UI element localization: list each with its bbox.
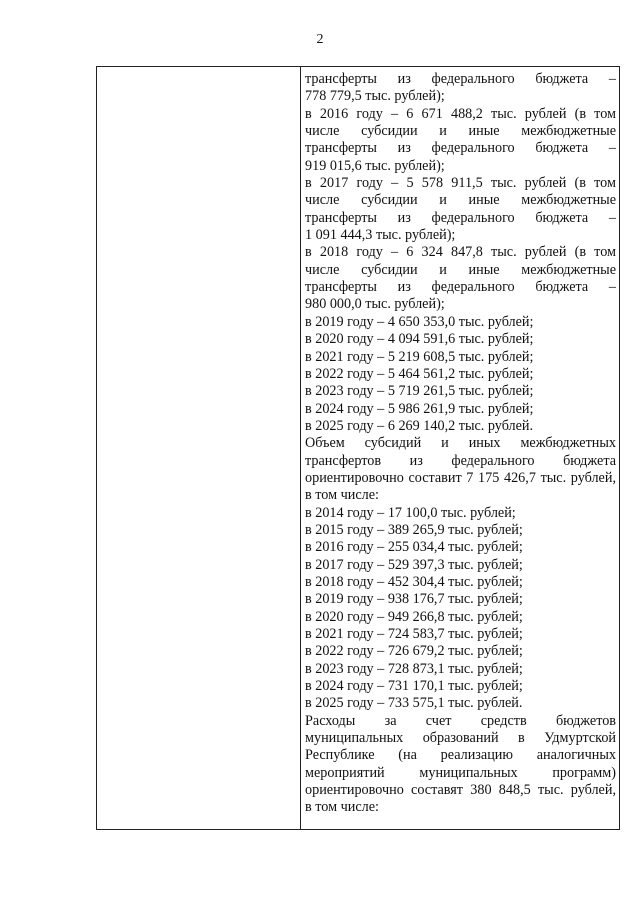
text-line: ориентировочно составит 7 175 426,7 тыс. рублей, [305, 469, 616, 486]
text-line: в том числе: [305, 487, 379, 504]
text-line: в 2018 году – 6 324 847,8 тыс. рублей (в том [305, 244, 616, 261]
text-line: в 2021 году – 5 219 608,5 тыс. рублей; [305, 348, 534, 365]
text-line: в 2020 году – 949 266,8 тыс. рублей; [305, 608, 523, 625]
text-line: числе субсидии и иные межбюджетные [305, 192, 616, 209]
text-line: в 2024 году – 5 986 261,9 тыс. рублей; [305, 400, 534, 417]
text-line: в 2021 году – 724 583,7 тыс. рублей; [305, 626, 523, 642]
text-line: 980 000,0 тыс. рублей); [305, 296, 445, 313]
text-line: в 2025 году – 6 269 140,2 тыс. рублей. [305, 417, 534, 434]
text-line: трансферты из федерального бюджета – [305, 279, 616, 296]
text-line: в 2023 году – 728 873,1 тыс. рублей; [305, 660, 523, 677]
text-line: в 2017 году – 5 578 911,5 тыс. рублей (в том [305, 175, 616, 192]
text-line: в 2018 году – 452 304,4 тыс. рублей; [305, 573, 523, 590]
text-line: в 2023 году – 5 719 261,5 тыс. рублей; [305, 383, 534, 400]
text-line: Республике (на реализацию аналогичных [305, 747, 616, 764]
text-line: в 2022 году – 726 679,2 тыс. рублей; [305, 643, 523, 660]
text-line: 778 779,5 тыс. рублей); [305, 88, 445, 105]
document-table [96, 66, 620, 830]
text-line: в 2019 году – 4 650 353,0 тыс. рублей; [305, 313, 534, 330]
table-right-cell [305, 71, 616, 817]
text-line: числе субсидии и иные межбюджетные [305, 123, 616, 140]
text-line: в 2020 году – 4 094 591,6 тыс. рублей; [305, 331, 534, 348]
text-line: трансфертов из федерального бюджета [305, 452, 616, 469]
text-line: в 2015 году – 389 265,9 тыс. рублей; [305, 521, 523, 538]
text-line: трансферты из федерального бюджета – [305, 209, 616, 226]
table-left-cell [97, 67, 301, 829]
text-line: Расходы за счет средств бюджетов [305, 712, 616, 729]
text-line: 1 091 444,3 тыс. рублей); [305, 227, 456, 244]
text-line: трансферты из федерального бюджета – [305, 140, 616, 157]
text-line: в 2019 году – 938 176,7 тыс. рублей; [305, 591, 523, 608]
text-line: в 2017 году – 529 397,3 тыс. рублей; [305, 556, 523, 573]
text-line: в 2016 году – 255 034,4 тыс. рублей; [305, 539, 523, 556]
text-line: в том числе: [305, 799, 379, 816]
text-line: мероприятий муниципальных программ) [305, 764, 616, 781]
text-line: числе субсидии и иные межбюджетные [305, 261, 616, 278]
text-line: в 2016 году – 6 671 488,2 тыс. рублей (в том [305, 105, 616, 122]
text-line: в 2025 году – 733 575,1 тыс. рублей. [305, 695, 523, 712]
text-line: муниципальных образований в Удмуртской [305, 730, 616, 747]
text-line: в 2024 году – 731 170,1 тыс. рублей; [305, 678, 523, 695]
text-line: ориентировочно составят 380 848,5 тыс. рублей, [305, 782, 616, 799]
text-line: 919 015,6 тыс. рублей); [305, 157, 445, 174]
text-line: в 2022 году – 5 464 561,2 тыс. рублей; [305, 365, 534, 382]
text-line: Объем субсидий и иных межбюджетных [305, 435, 616, 452]
text-line: трансферты из федерального бюджета – [305, 71, 616, 87]
page-number: 2 [316, 32, 324, 47]
text-line: в 2014 году – 17 100,0 тыс. рублей; [305, 504, 516, 521]
